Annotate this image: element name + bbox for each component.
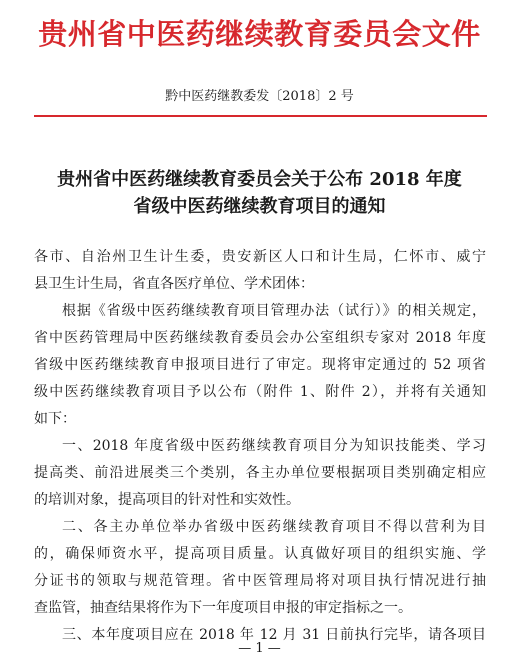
body-line: 省中医药管理局中医药继续教育委员会办公室组织专家对 2018 年度 [34, 330, 486, 346]
body-line: 二、各主办单位举办省级中医药继续教育项目不得以营利为目 [62, 519, 486, 535]
issuing-organization-header: 贵州省中医药继续教育委员会文件 [38, 17, 481, 51]
body-line: 提高类、前沿进展类三个类别，各主办单位要根据项目类别确定相应 [34, 465, 486, 481]
notice-body [34, 244, 486, 649]
document-number: 黔中医药继教委发〔2018〕2 号 [165, 89, 354, 104]
body-line: 根据《省级中医药继续教育项目管理办法（试行）》的相关规定， [62, 303, 486, 319]
page-number: — 1 — [238, 641, 281, 656]
body-line: 一、2018 年度省级中医药继续教育项目分为知识技能类、学习 [62, 438, 486, 454]
notice-title [30, 166, 489, 220]
red-separator-line [34, 115, 487, 117]
body-line: 查监管，抽查结果将作为下一年度项目申报的审定指标之一。 [34, 600, 412, 616]
body-line: 级中医药继续教育项目予以公布（附件 1、附件 2），并将有关通知 [34, 384, 486, 400]
notice-title-line: 贵州省中医药继续教育委员会关于公布 2018 年度 [57, 169, 462, 190]
notice-title-line: 省级中医药继续教育项目的通知 [133, 196, 386, 217]
body-line: 三、本年度项目应在 2018 年 12 月 31 日前执行完毕，请各项目 [62, 627, 486, 643]
body-line: 如下： [34, 411, 76, 427]
body-line: 省级中医药继续教育申报项目进行了审定。现将审定通过的 52 项省 [34, 357, 486, 373]
body-line: 的培训对象，提高项目的针对性和实效性。 [34, 492, 300, 508]
body-line: 分证书的领取与规范管理。省中医管理局将对项目执行情况进行抽 [34, 573, 486, 589]
body-line: 县卫生计生局，省直各医疗单位、学术团体： [34, 276, 314, 292]
body-line: 的，确保师资水平，提高项目质量。认真做好项目的组织实施、学 [34, 546, 486, 562]
body-line: 各市、自治州卫生计生委，贵安新区人口和计生局，仁怀市、威宁 [34, 249, 486, 265]
